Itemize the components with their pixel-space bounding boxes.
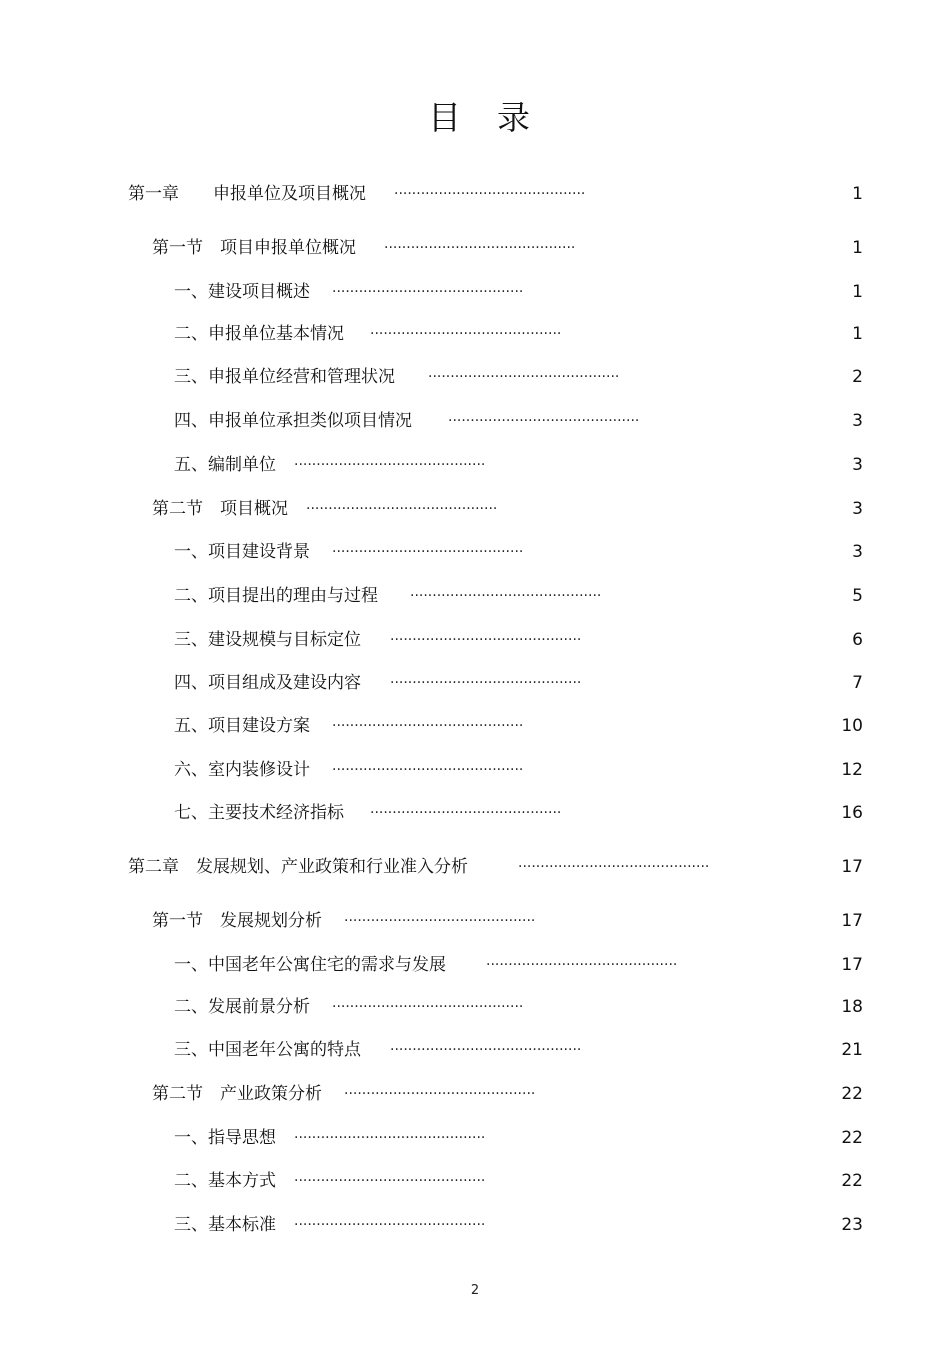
toc-entry-section[interactable] [152,496,863,522]
toc-entry-page: 17 [841,911,863,931]
toc-entry-label: 五、编制单位 [174,455,276,475]
dot-leader: ........................................... [428,365,620,381]
toc-entry-label: 三、中国老年公寓的特点 [174,1040,361,1060]
dot-leader: ........................................... [390,1038,582,1054]
toc-entry-item[interactable] [174,757,863,783]
toc-entry-page: 3 [852,455,863,475]
toc-entry-label: 六、室内装修设计 [174,760,310,780]
toc-entry-page: 3 [852,411,863,431]
toc-entry-section[interactable] [152,1081,863,1107]
dot-leader: ........................................... [394,182,586,198]
toc-entry-section[interactable] [152,908,863,934]
toc-entry-label: 第二章 发展规划、产业政策和行业准入分析 [128,857,468,877]
toc-entry-chapter[interactable] [128,854,863,880]
toc-entry-item[interactable] [174,583,863,609]
toc-entry-label: 一、建设项目概述 [174,282,310,302]
dot-leader: ........................................... [486,953,678,969]
dot-leader: ........................................... [332,995,524,1011]
toc-entry-item[interactable] [174,539,863,565]
toc-entry-label: 四、项目组成及建设内容 [174,673,361,693]
dot-leader: ........................................... [344,1082,536,1098]
toc-entry-page: 22 [841,1084,863,1104]
dot-leader: ........................................... [390,628,582,644]
toc-entry-label: 二、发展前景分析 [174,997,310,1017]
dot-leader: ........................................... [294,453,486,469]
toc-entry-label: 第二节 项目概况 [152,499,288,519]
toc-entry-item[interactable] [174,408,863,434]
toc-entry-page: 16 [841,803,863,823]
page-title [0,92,950,139]
dot-leader: ........................................... [410,584,602,600]
dot-leader: ........................................... [370,322,562,338]
dot-leader: ........................................... [384,236,576,252]
toc-entry-page: 17 [841,857,863,877]
toc-entry-label: 二、项目提出的理由与过程 [174,586,378,606]
toc-entry-label: 五、项目建设方案 [174,716,310,736]
toc-entry-item[interactable] [174,1037,863,1063]
toc-entry-page: 23 [841,1215,863,1235]
toc-entry-chapter[interactable] [128,181,863,207]
toc-entry-page: 3 [852,499,863,519]
toc-entry-label: 三、建设规模与目标定位 [174,630,361,650]
toc-entry-page: 2 [852,367,863,387]
toc-entry-label: 第二节 产业政策分析 [152,1084,322,1104]
dot-leader: ........................................... [294,1126,486,1142]
dot-leader: ........................................... [344,909,536,925]
toc-entry-page: 17 [841,955,863,975]
toc-entry-page: 6 [852,630,863,650]
toc-entry-item[interactable] [174,627,863,653]
toc-entry-item[interactable] [174,452,863,478]
dot-leader: ........................................... [390,671,582,687]
dot-leader: ........................................... [294,1213,486,1229]
toc-entry-item[interactable] [174,800,863,826]
toc-entry-page: 10 [841,716,863,736]
toc-entry-item[interactable] [174,670,863,696]
toc-entry-page: 12 [841,760,863,780]
toc-entry-page: 1 [852,282,863,302]
dot-leader: ........................................... [370,801,562,817]
dot-leader: ........................................... [306,497,498,513]
toc-entry-page: 18 [841,997,863,1017]
toc-entry-item[interactable] [174,1168,863,1194]
toc-entry-item[interactable] [174,364,863,390]
title-char-2: 录 [497,98,530,137]
toc-entry-label: 七、主要技术经济指标 [174,803,344,823]
toc-entry-item[interactable] [174,994,863,1020]
dot-leader: ........................................... [294,1169,486,1185]
toc-entry-page: 22 [841,1128,863,1148]
toc-entry-item[interactable] [174,1212,863,1238]
toc-entry-page: 22 [841,1171,863,1191]
toc-entry-page: 1 [852,184,863,204]
dot-leader: ........................................... [332,758,524,774]
toc-entry-page: 1 [852,324,863,344]
toc-entry-item[interactable] [174,321,863,347]
toc-entry-label: 三、申报单位经营和管理状况 [174,367,395,387]
toc-entry-label: 二、申报单位基本情况 [174,324,344,344]
dot-leader: ........................................... [332,280,524,296]
toc-entry-label: 第一节 发展规划分析 [152,911,322,931]
dot-leader: ........................................... [332,540,524,556]
toc-entry-page: 7 [852,673,863,693]
toc-entry-label: 第一章 申报单位及项目概况 [128,184,366,204]
toc-entry-page: 1 [852,238,863,258]
toc-entry-item[interactable] [174,1125,863,1151]
toc-entry-label: 三、基本标准 [174,1215,276,1235]
page-footer-number: 2 [470,1283,480,1298]
title-char-1: 目 [428,98,461,137]
toc-entry-label: 一、指导思想 [174,1128,276,1148]
toc-entry-item[interactable] [174,952,863,978]
toc-entry-page: 5 [852,586,863,606]
toc-entry-section[interactable] [152,235,863,261]
dot-leader: ........................................... [448,409,640,425]
toc-entry-label: 四、申报单位承担类似项目情况 [174,411,412,431]
toc-entry-item[interactable] [174,279,863,305]
toc-entry-label: 一、项目建设背景 [174,542,310,562]
toc-entry-item[interactable] [174,713,863,739]
toc-entry-label: 一、中国老年公寓住宅的需求与发展 [174,955,446,975]
toc-entry-page: 21 [841,1040,863,1060]
dot-leader: ........................................... [518,855,710,871]
toc-entry-label: 二、基本方式 [174,1171,276,1191]
toc-entry-page: 3 [852,542,863,562]
dot-leader: ........................................... [332,714,524,730]
toc-entry-label: 第一节 项目申报单位概况 [152,238,356,258]
